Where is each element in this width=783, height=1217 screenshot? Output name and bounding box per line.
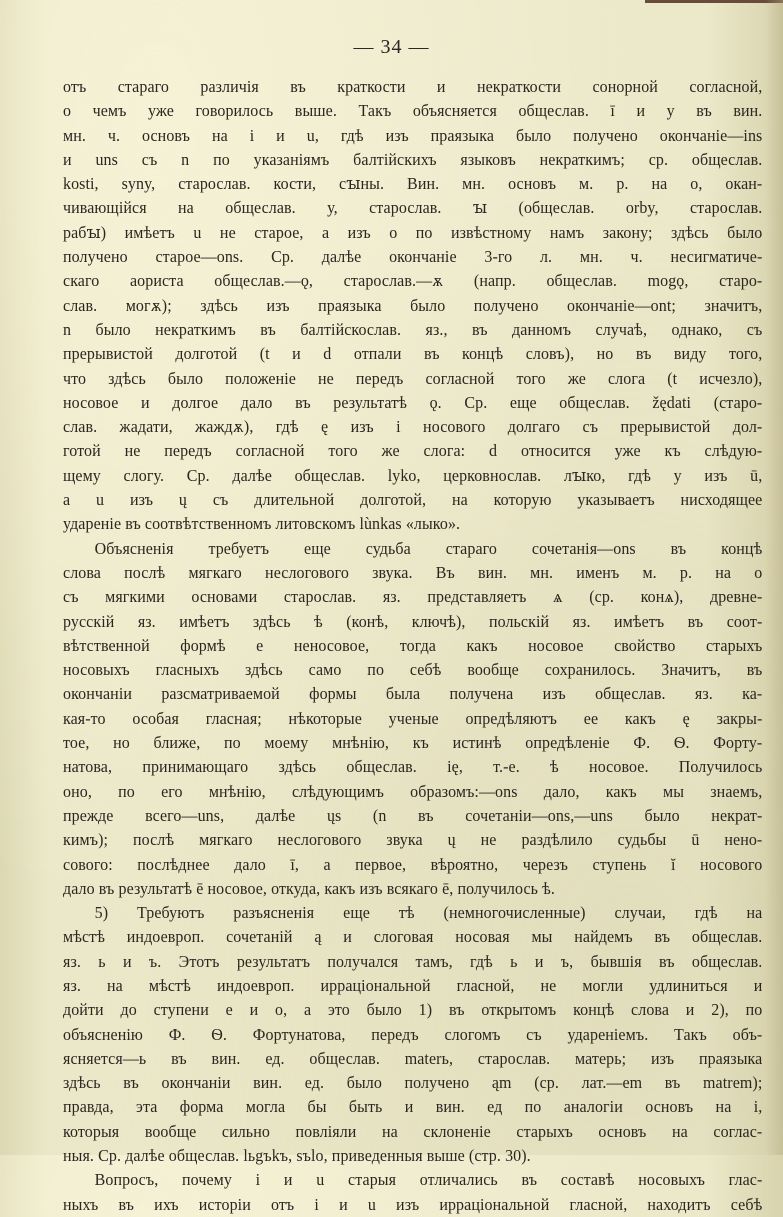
- text-line: готой не передъ согласной того же слога: d относится уже къ слѣдую-: [63, 441, 763, 461]
- text-line: ныхъ въ ихъ исторіи отъ і и u изъ ирраціональной гласной, находитъ себѣ: [63, 1194, 763, 1214]
- text-line: отъ стараго различія въ краткости и некраткости сонорной согласной,: [63, 77, 763, 96]
- text-line: объясненію Ф. Ѳ. Фортунатова, передъ слогомъ съ удареніемъ. Такъ объ-: [63, 1024, 763, 1044]
- text-line: мѣстѣ индоевроп. сочетаній ą и слоговая носовая мы найдемъ въ общеслав.: [63, 927, 763, 947]
- text-line: тое, но ближе, по моему мнѣнію, къ истинѣ опредѣленіе Ф. Ѳ. Форту-: [63, 733, 763, 753]
- text-line: получено старое—ons. Ср. далѣе окончаніе 3-го л. мн. ч. несигматиче-: [63, 247, 763, 267]
- text-line: яз. ь и ъ. Этотъ результатъ получался тамъ, гдѣ ь и ъ, бывшія въ общеслав.: [63, 951, 763, 971]
- text-line: которыя вообще сильно повліяли на склоненіе старыхъ основъ на соглас-: [63, 1121, 763, 1141]
- text-line: удареніе въ соотвѣтственномъ литовскомъ lùnkas «лыко».: [63, 514, 461, 534]
- text-line: n было некраткимъ въ балтійскослав. яз., въ данномъ случаѣ, однако, съ: [63, 319, 763, 339]
- text-line: ясняется—ь въ вин. ед. общеслав. materь, старослав. матерь; изъ праязыка: [63, 1048, 763, 1068]
- text-line: что здѣсь было положеніе не передъ согласной того же слога (t исчезло),: [63, 368, 763, 388]
- text-line: прежде всего—uns, далѣе ųs (n въ сочетаніи—ons,—uns было некрат-: [63, 805, 763, 825]
- body-text: [63, 75, 763, 1217]
- text-line: оно, по его мнѣнію, слѣдующимъ образомъ:—ons дало, какъ мы знаемъ,: [63, 781, 763, 801]
- text-line: носовыхъ гласныхъ здѣсь само по себѣ вообще сохранилось. Значитъ, въ: [63, 660, 763, 680]
- text-line: кая-то особая гласная; нѣкоторые ученые опредѣляютъ ее какъ ę закры-: [63, 708, 763, 728]
- text-line: яз. на мѣстѣ индоевроп. ирраціональной гласной, не могли удлиниться и: [63, 975, 763, 995]
- text-line: кимъ); послѣ мягкаго неслогового звука ų не раздѣлило судьбы ū нено-: [63, 830, 763, 850]
- text-line: дойти до ступени е и о, а это было 1) въ открытомъ концѣ слова и 2), по: [63, 1000, 763, 1020]
- text-line: русскій яз. имѣетъ здѣсь ѣ (конѣ, ключѣ), польскій яз. имѣетъ въ соот-: [63, 611, 763, 631]
- text-line: о чемъ уже говорилось выше. Такъ объясняется общеслав. ī и у въ вин.: [63, 101, 763, 121]
- text-line: сового: послѣднее дало ī, а первое, вѣроятно, черезъ ступень ĭ носового: [63, 854, 763, 874]
- page-gutter-shadow: [765, 0, 783, 1155]
- text-line: натова, принимающаго здѣсь общеслав. ię, т.-е. ѣ носовое. Получилось: [63, 757, 763, 777]
- text-line: слав. могѫ); здѣсь изъ праязыка было получено окончаніе—ont; значитъ,: [63, 295, 763, 315]
- text-line: чивающійся на общеслав. у, старослав. ꙑ (общеслав. orby, старослав.: [63, 198, 763, 218]
- text-line: окончаніи разсматриваемой формы была получена изъ общеслав. яз. ка-: [63, 684, 763, 704]
- page-number: — 34 —: [353, 36, 430, 58]
- paragraph-start-line: Вопросъ, почему і и u старыя отличались въ составѣ носовыхъ глас-: [94, 1170, 763, 1190]
- text-line: мн. ч. основъ на і и u, гдѣ изъ праязыка было получено окончаніе—ins: [63, 125, 763, 145]
- text-line: дало въ результатѣ ē носовое, откуда, какъ изъ всякаго ē, получилось ѣ.: [63, 878, 555, 898]
- page-edge-strip: [645, 0, 783, 3]
- text-line: ныя. Ср. далѣе общеслав. lьgъkъ, sъlo, приведенныя выше (стр. 30).: [63, 1146, 531, 1166]
- text-line: скаго аориста общеслав.—ǫ, старослав.—ѫ (напр. общеслав. mogǫ, старо-: [63, 271, 763, 291]
- text-line: kosti, syny, старослав. кости, сꙑны. Вин. мн. основъ м. р. на о, окан-: [63, 174, 763, 194]
- paragraph-start-line: Объясненія требуетъ еще судьба стараго сочетанія—ons въ концѣ: [94, 538, 763, 558]
- text-line: здѣсь въ окончаніи вин. ед. было получено ąm (ср. лат.—em въ matrem);: [63, 1073, 763, 1093]
- text-line: съ мягкими основами старослав. яз. представляетъ ѧ (ср. конѧ), древне-: [63, 587, 763, 607]
- paragraph-start-line: 5) Требуютъ разъясненія еще тѣ (немногочисленные) случаи, гдѣ на: [94, 903, 763, 923]
- text-line: щему слогу. Ср. далѣе общеслав. lyko, церковнослав. лꙑко, гдѣ у изъ ū,: [63, 465, 763, 485]
- text-line: прерывистой долготой (t и d отпали въ концѣ словъ), но въ виду того,: [63, 344, 763, 364]
- text-line: вѣтственной формѣ е неносовое, тогда какъ носовое свойство старыхъ: [63, 635, 763, 655]
- text-line: и uns съ n по указаніямъ балтійскихъ языковъ некраткимъ; ср. общеслав.: [63, 149, 763, 169]
- text-line: а u изъ ų съ длительной долготой, на которую указываетъ нисходящее: [63, 490, 763, 510]
- text-line: правда, эта форма могла бы быть и вин. ед по аналогіи основъ на і,: [63, 1097, 763, 1117]
- text-line: рабꙑ) имѣетъ u не старое, а изъ о по извѣстному намъ закону; здѣсь было: [63, 222, 763, 242]
- text-line: слова послѣ мягкаго неслогового звука. Въ вин. мн. именъ м. р. на о: [63, 562, 763, 582]
- text-line: носовое и долгое дало въ результатѣ ǫ. Ср. еще общеслав. žędati (старо-: [63, 392, 763, 412]
- text-line: слав. жадати, жаждѫ), гдѣ ę изъ і носового долгаго съ прерывистой дол-: [63, 417, 763, 437]
